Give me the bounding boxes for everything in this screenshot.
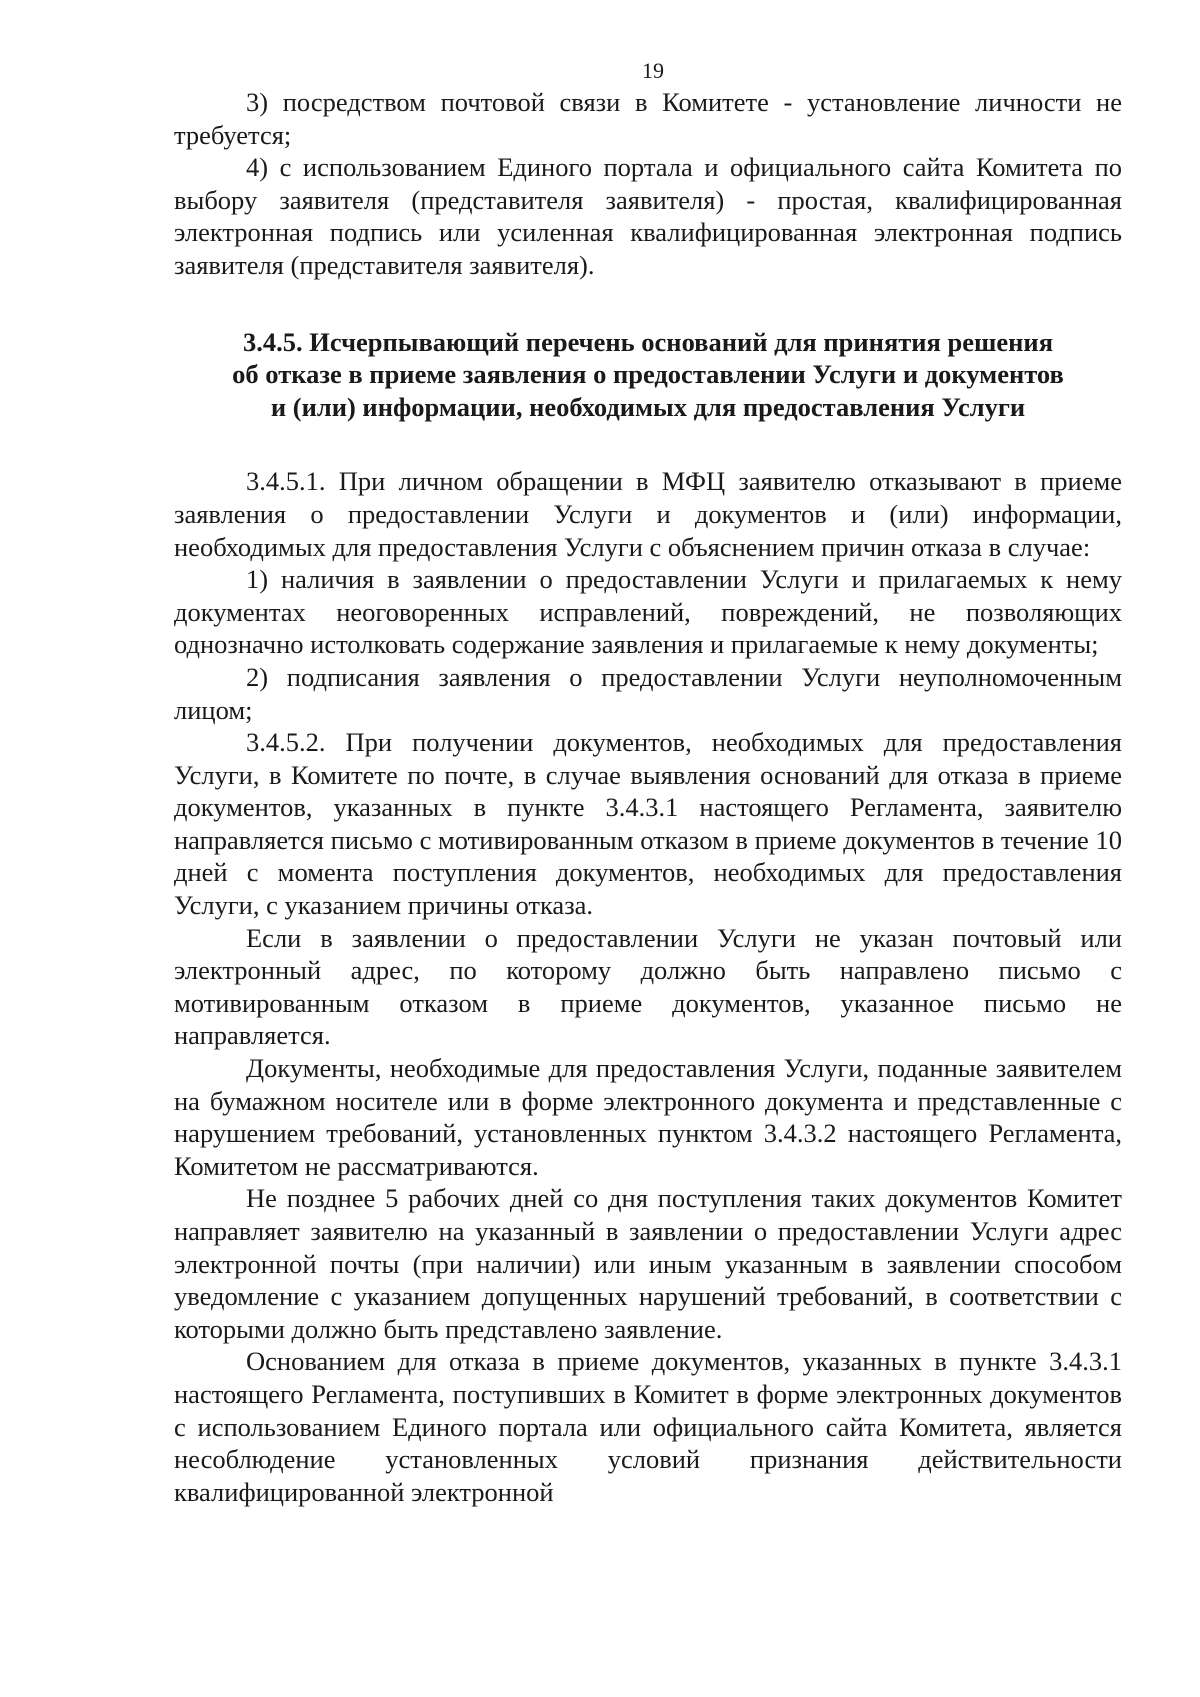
paragraph-portal: 4) с использованием Единого портала и официального сайта Комитета по выбору заявителя (представителя заявителя) - простая, квалифицированная электронная подпись или усиленная квалифицированная электронная подпись заявителя (представителя заявителя). [174, 152, 1122, 280]
heading-line-3: и (или) информации, необходимых для предоставления Услуги [270, 391, 1026, 422]
section-heading [174, 326, 1122, 424]
page-number: 19 [642, 58, 664, 83]
spacer [174, 282, 1122, 326]
paragraph-no-address: Если в заявлении о предоставлении Услуги не указан почтовый или электронный адрес, по которому должно быть направлено письмо с мотивированным отказом в приеме документов, указанное письмо не направляется. [174, 922, 1122, 1051]
paragraph-item-2: 2) подписания заявления о предоставлении Услуги неуполномоченным лицом; [174, 661, 1122, 725]
paragraph-postal: 3) посредством почтовой связи в Комитете - установление личности не требуется; [174, 87, 1122, 150]
paragraph-3-4-5-2: 3.4.5.2. При получении документов, необходимых для предоставления Услуги, в Комитете по почте, в случае выявления оснований для отказа в приеме документов, указанных в пункте 3.4.3.1 настоящего Регламента, заявителю направляется письмо с мотивированным отказом в приеме документов в течение 10 дней с момента поступления документов, необходимых для предоставления Услуги, с указанием причины отказа. [174, 727, 1122, 921]
paragraph-notification: Не позднее 5 рабочих дней со дня поступления таких документов Комитет направляет заявителю на указанный в заявлении о предоставлении Услуги адрес электронной почты (при наличии) или иным указанным в заявлении способом уведомление с указанием допущенных нарушений требований, в соответствии с которыми должно быть представлено заявление. [174, 1183, 1122, 1344]
heading-line-1: 3.4.5. Исчерпывающий перечень оснований для принятия решения [242, 326, 1054, 357]
document-page [174, 56, 1122, 1508]
paragraph-item-1: 1) наличия в заявлении о предоставлении Услуги и прилагаемых к нему документах неоговоренных исправлений, повреждений, не позволяющих однозначно истолковать содержание заявления и прилагаемые к нему документы; [174, 564, 1122, 660]
heading-line-2: об отказе в приеме заявления о предоставлении Услуги и документов [232, 359, 1064, 390]
paragraph-documents-violation: Документы, необходимые для предоставления Услуги, поданные заявителем на бумажном носителе или в форме электронного документа и представленные с нарушением требований, установленных пунктом 3.4.3.2 настоящего Регламента, Комитетом не рассматриваются. [174, 1053, 1122, 1181]
spacer [174, 423, 1122, 465]
paragraph-refusal-basis: Основанием для отказа в приеме документов, указанных в пункте 3.4.3.1 настоящего Регламента, поступивших в Комитет в форме электронных документов с использованием Единого портала или официального сайта Комитета, является несоблюдение установленных условий признания действительности квалифицированной электронной [174, 1346, 1122, 1507]
paragraph-3-4-5-1: 3.4.5.1. При личном обращении в МФЦ заявителю отказывают в приеме заявления о предоставлении Услуги и документов и (или) информации, необходимых для предоставления Услуги с объяснением причин отказа в случае: [174, 466, 1122, 562]
